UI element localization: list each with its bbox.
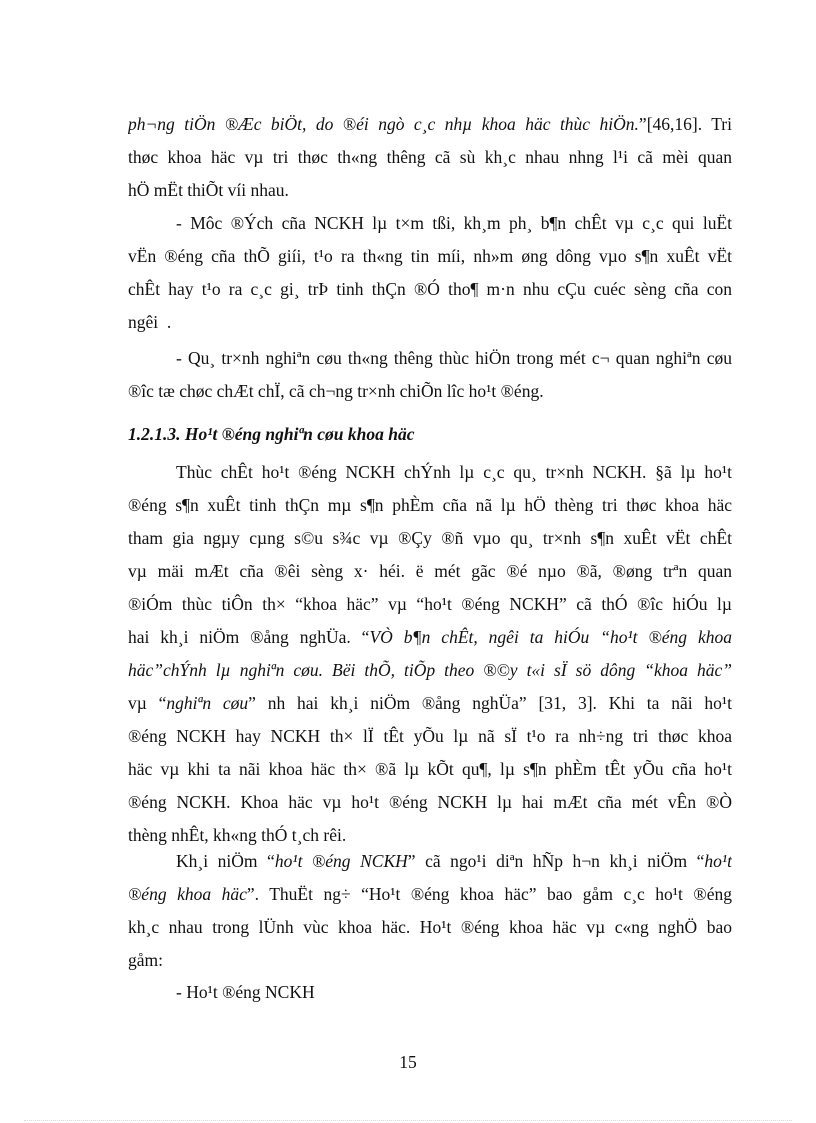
text-segment: Thùc chÊt ho¹t ®éng NCKH chÝnh lµ c¸c qu¸ tr×nh NCKH. §ã lµ ho¹t <box>176 462 732 482</box>
text-line <box>128 588 732 621</box>
text-line <box>128 207 732 240</box>
paragraph-purpose <box>128 207 732 339</box>
text-segment: chÊt hay t¹o ra c¸c gi¸ trÞ tinh thÇn ®Ó tho¶ m·n nhu cÇu cuéc sèng cña con <box>128 279 732 299</box>
text-segment: VÒ b¶n chÊt, ngêi ta hiÓu “ho¹t ®éng khoa <box>369 627 732 647</box>
text-segment: vËn ®éng cña thÕ giíi, t¹o ra th«ng tin míi, nh»m øng dông vµo s¶n xuÊt vËt <box>128 246 732 266</box>
paragraph-process <box>128 342 732 408</box>
text-segment: Kh¸i niÖm “ <box>176 851 275 871</box>
text-segment: gåm: <box>128 950 163 970</box>
text-line <box>128 342 732 375</box>
text-line <box>128 456 732 489</box>
text-segment: ”[46,16]. Tri <box>638 114 732 134</box>
section-heading <box>128 418 732 451</box>
text-line <box>128 108 732 141</box>
text-segment: thèng nhÊt, kh«ng thÓ t¸ch rêi. <box>128 825 347 845</box>
text-segment: ” [31, 3]. Khi ta nãi ho¹t <box>518 693 732 713</box>
text-segment: ” cã ngo¹i diªn hÑp h¬n kh¸i niÖm “ <box>407 851 705 871</box>
text-segment: nghiªn cøu <box>166 693 249 713</box>
text-line <box>128 878 732 911</box>
text-line <box>128 141 732 174</box>
text-segment: tham gia ngµy cµng s©u s¾c vµ ®Çy ®ñ vµo qu¸ tr×nh s¶n xuÊt vËt chÊt <box>128 528 732 548</box>
text-line <box>128 306 732 339</box>
text-line <box>128 786 732 819</box>
paragraph-activity <box>128 456 732 852</box>
text-segment: - Qu¸ tr×nh nghiªn cøu th«ng thêng thùc hiÖn trong mét c¬ quan nghiªn cøu <box>176 348 732 368</box>
text-line <box>128 273 732 306</box>
text-segment: ” nh hai kh¸i niÖm ®ång nghÜa <box>248 693 519 713</box>
text-segment: vµ “ <box>128 693 167 713</box>
page-number: 15 <box>399 1052 417 1072</box>
text-line <box>128 654 732 687</box>
text-line <box>128 911 732 944</box>
heading-line <box>128 418 732 451</box>
list-item <box>128 976 732 1009</box>
text-segment: ®éng NCKH hay NCKH th× lÏ tÊt yÕu lµ nã sÏ t¹o ra nh÷ng tri thøc khoa <box>128 726 732 746</box>
text-segment: 1.2.1.3. Ho¹t ®éng nghiªn cøu khoa häc <box>128 424 415 444</box>
text-line <box>128 976 732 1009</box>
page-bottom-rule <box>24 1120 792 1121</box>
paragraph-concept <box>128 845 732 977</box>
text-line <box>128 375 732 408</box>
text-line <box>128 944 732 977</box>
text-segment: ”. ThuËt ng÷ “Ho¹t ®éng khoa häc” bao gåm c¸c ho¹t ®éng <box>246 884 732 904</box>
text-line <box>128 720 732 753</box>
text-segment: - Ho¹t ®éng NCKH <box>176 982 315 1002</box>
text-line <box>128 240 732 273</box>
text-line <box>128 753 732 786</box>
text-segment: ®éng s¶n xuÊt tinh thÇn mµ s¶n phÈm cña nã lµ hÖ thèng tri thøc khoa häc <box>128 495 732 515</box>
text-segment: hai kh¸i niÖm ®ång nghÜa. “ <box>128 627 370 647</box>
text-line <box>128 522 732 555</box>
text-segment: ®iÓm thùc tiÔn th× “khoa häc” vµ “ho¹t ®éng NCKH” cã thÓ ®îc hiÓu lµ <box>128 594 732 614</box>
text-segment: kh¸c nhau trong lÜnh vùc khoa häc. Ho¹t ®éng khoa häc vµ c«ng nghÖ bao <box>128 917 732 937</box>
text-segment: ngêi . <box>128 312 172 332</box>
text-segment: ®éng NCKH. Khoa häc vµ ho¹t ®éng NCKH lµ hai mÆt cña mét vÊn ®Ò <box>128 792 732 812</box>
text-segment: ®éng khoa häc <box>128 884 247 904</box>
paragraph-continuation <box>128 108 732 207</box>
text-segment: häc vµ khi ta nãi khoa häc th× ®ã lµ kÕt qu¶, lµ s¶n phÈm tÊt yÕu cña ho¹t <box>128 759 732 779</box>
text-line <box>128 687 732 720</box>
text-segment: thøc khoa häc vµ tri thøc th«ng thêng cã sù kh¸c nhau nhng l¹i cã mèi quan <box>128 147 732 167</box>
text-segment: hÖ mËt thiÕt víi nhau. <box>128 180 289 200</box>
text-line <box>128 174 732 207</box>
text-segment: vµ mäi mÆt cña ®êi sèng x· héi. ë mét gãc ®é nµo ®ã, ®øng trªn quan <box>128 561 732 581</box>
text-line <box>128 489 732 522</box>
text-line <box>128 555 732 588</box>
text-segment: ho¹t <box>704 851 732 871</box>
text-segment: ho¹t ®éng NCKH <box>274 851 408 871</box>
text-segment: häc”chÝnh lµ nghiªn cøu. Bëi thÕ, tiÕp theo ®©y t«i sÏ sö dông “khoa häc” <box>128 660 732 680</box>
text-line <box>128 621 732 654</box>
text-segment: ®îc tæ chøc chÆt chÏ, cã ch¬ng tr×nh chiÕn lîc ho¹t ®éng. <box>128 381 544 401</box>
text-segment: - Môc ®Ých cña NCKH lµ t×m tßi, kh¸m ph¸ b¶n chÊt vµ c¸c qui luËt <box>176 213 732 233</box>
text-line <box>128 845 732 878</box>
text-segment: ph¬ng tiÖn ®Æc biÖt, do ®éi ngò c¸c nhµ khoa häc thùc hiÖn. <box>128 114 639 134</box>
